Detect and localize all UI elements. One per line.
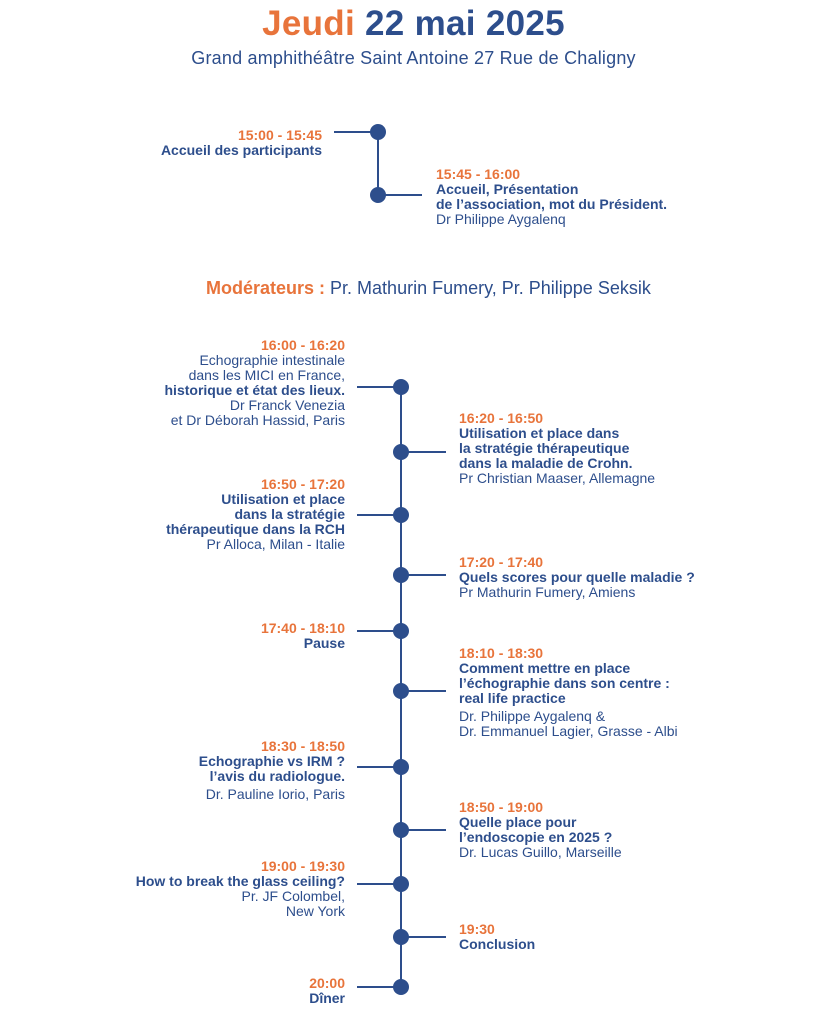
session-speaker: Dr. Pauline Iorio, Paris [205,786,345,802]
session-title: Conclusion [459,936,536,952]
session-title: Accueil des participants [160,142,322,158]
session-speaker: Pr Alloca, Milan - Italie [206,536,345,552]
session-speaker: Dr. Philippe Aygalenq & [459,708,606,724]
title-day: Jeudi [262,4,356,43]
session-speaker: Dr. Lucas Guillo, Marseille [459,844,622,860]
session-block [436,167,667,227]
session-title: Utilisation et place dans [459,425,620,441]
session-speaker: Pr Christian Maaser, Allemagne [459,470,656,486]
session-time: 16:50 - 17:20 [260,476,345,492]
timeline-dot [393,759,409,775]
page-title [0,4,827,44]
session-block [459,555,695,600]
session-title: real life practice [459,690,566,706]
session-title: Comment mettre en place [459,660,631,676]
timeline-dot [393,683,409,699]
moderators-names: Pr. Mathurin Fumery, Pr. Philippe Seksik [330,278,651,298]
venue: Grand amphithéâtre Saint Antoine 27 Rue de Chaligny [191,48,636,68]
session-speaker: Dr Franck Venezia [229,397,345,413]
session-description: dans les MICI en France, [188,367,345,383]
session-title: dans la maladie de Crohn. [459,455,633,471]
session-block [166,477,345,552]
session-time: 19:00 - 19:30 [260,858,345,874]
session-title: Utilisation et place [221,491,345,507]
session-block [309,976,345,1006]
session-block [165,338,346,428]
session-block [261,621,345,651]
timeline-1-axis [377,132,379,195]
session-title: l’avis du radiologue. [209,768,345,784]
session-block [459,922,535,952]
moderators-label: Modérateurs : [206,278,326,298]
header [0,0,827,69]
timeline-dot [393,507,409,523]
session-title: How to break the glass ceiling? [135,873,345,889]
session-speaker: Dr Philippe Aygalenq [436,211,566,227]
timeline-dot [393,979,409,995]
timeline-dot [393,822,409,838]
session-title: Accueil, Présentation [436,181,579,197]
session-block [459,800,622,860]
session-time: 19:30 [459,921,495,937]
title-date: 22 mai 2025 [365,4,565,43]
session-time: 16:20 - 16:50 [459,410,544,426]
session-block [459,646,678,739]
session-speaker: Pr. JF Colombel, [241,888,345,904]
session-time: 16:00 - 16:20 [260,337,345,353]
session-speaker: New York [285,903,345,919]
session-title: dans la stratégie [234,506,345,522]
session-title: de l’association, mot du Président. [436,196,668,212]
session-time: 17:40 - 18:10 [260,620,345,636]
session-title: Quelle place pour [459,814,577,830]
timeline-dot [393,567,409,583]
session-block [161,128,322,158]
session-title: Pause [303,635,345,651]
session-title: historique et état des lieux. [164,382,345,398]
session-description: Echographie intestinale [199,352,345,368]
timeline-dot [393,623,409,639]
session-title: la stratégie thérapeutique [459,440,630,456]
session-speaker: et Dr Déborah Hassid, Paris [170,412,345,428]
timeline-dot [393,379,409,395]
session-time: 17:20 - 17:40 [459,554,544,570]
session-speaker: Pr Mathurin Fumery, Amiens [459,584,636,600]
session-time: 15:00 - 15:45 [237,127,322,143]
timeline-dot [393,876,409,892]
moderators [206,278,651,299]
session-block [136,859,345,919]
session-time: 18:50 - 19:00 [459,799,544,815]
session-time: 18:30 - 18:50 [260,738,345,754]
timeline-dot [393,929,409,945]
session-title: l’échographie dans son centre : [459,675,670,691]
session-title: Quels scores pour quelle maladie ? [459,569,695,585]
session-title: l’endoscopie en 2025 ? [459,829,613,845]
session-title: thérapeutique dans la RCH [166,521,345,537]
session-time: 15:45 - 16:00 [436,166,521,182]
session-time: 18:10 - 18:30 [459,645,544,661]
timeline-dot [393,444,409,460]
timeline-dot [370,187,386,203]
timeline-dot [370,124,386,140]
session-speaker: Dr. Emmanuel Lagier, Grasse - Albi [459,723,678,739]
session-block [199,739,345,802]
session-time: 20:00 [309,975,345,991]
session-title: Echographie vs IRM ? [198,753,345,769]
session-block [459,411,655,486]
session-title: Dîner [309,990,345,1006]
